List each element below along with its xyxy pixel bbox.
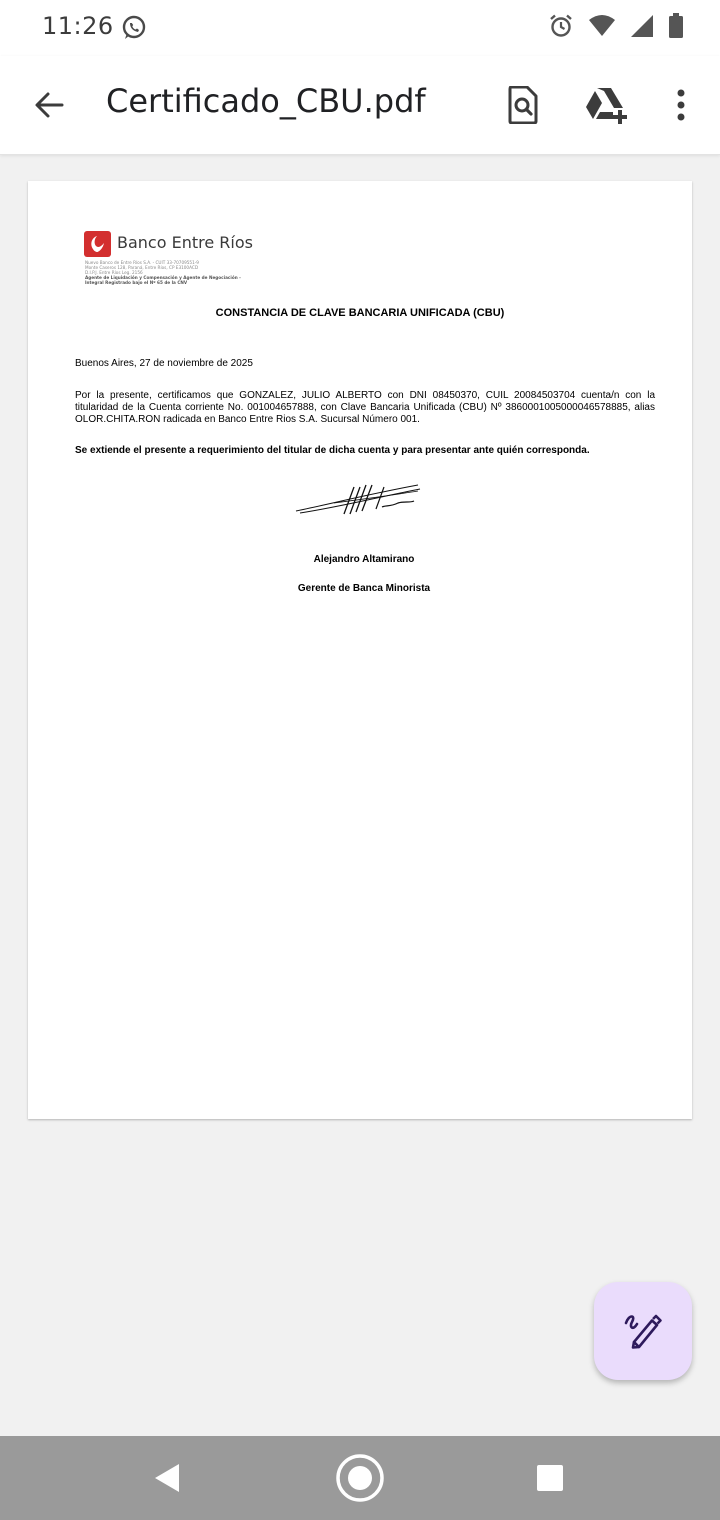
- status-bar: [0, 0, 720, 56]
- bank-legal-line: Agente de Liquidación y Compensación y Agente de Negociación -: [85, 275, 241, 280]
- find-in-page-button[interactable]: [500, 82, 546, 128]
- alarm-icon: [548, 13, 574, 43]
- document-title: Certificado_CBU.pdf: [106, 82, 426, 120]
- certificate-heading: CONSTANCIA DE CLAVE BANCARIA UNIFICADA (CBU): [215, 307, 505, 319]
- back-button[interactable]: [28, 84, 70, 126]
- status-time: 11:26: [42, 12, 114, 40]
- status-icons: [548, 14, 684, 42]
- back-arrow-icon: [33, 89, 65, 121]
- bank-name: Banco Entre Ríos: [117, 233, 253, 252]
- more-options-button[interactable]: [662, 82, 700, 128]
- bank-logo-mark: [84, 231, 111, 257]
- signer-name: Alejandro Altamirano: [313, 554, 415, 565]
- certificate-date: Buenos Aires, 27 de noviembre de 2025: [75, 358, 253, 369]
- signal-icon: [630, 14, 654, 42]
- pdf-page[interactable]: [28, 181, 692, 1119]
- app-bar: [0, 56, 720, 155]
- bank-legal-line: Integral Registrado bajo el Nº 65 de la CNV: [85, 280, 188, 285]
- nav-back-icon[interactable]: [152, 1462, 182, 1494]
- whatsapp-icon: [120, 14, 148, 42]
- certificate-purpose: Se extiende el presente a requerimiento del titular de dicha cuenta y para presentar ante quién corresponda.: [75, 445, 590, 456]
- battery-icon: [668, 13, 684, 43]
- add-to-drive-button[interactable]: [582, 82, 632, 128]
- system-navigation-bar: [0, 1436, 720, 1520]
- bank-logo: [84, 231, 264, 291]
- bank-legal-info: [85, 260, 265, 285]
- certificate-body: Por la presente, certificamos que GONZALEZ, JULIO ALBERTO con DNI 08450370, CUIL 20084503704 cuenta/n con la titularidad de la Cuenta corriente No. 001004657888, con Clave Bancaria Unificada (CBU) Nº 3860001005000046578885, alias OLOR.CHITA.RON radicada en Banco Entre Rios S.A. Sucursal Número 001.: [75, 390, 655, 425]
- nav-home-icon[interactable]: [334, 1452, 386, 1504]
- bank-legal-line: Monte Caseros 128, Paraná, Entre Ríos, CP E3100ACD: [85, 265, 199, 270]
- wifi-icon: [588, 14, 616, 42]
- add-to-drive-icon: [585, 86, 629, 124]
- edit-annotate-icon: [623, 1311, 663, 1351]
- signature-image: [294, 481, 424, 521]
- more-vert-icon: [676, 89, 686, 121]
- bank-legal-line: D.I.P.J. Entre Ríos Leg. 2156: [85, 270, 143, 275]
- signer-role: Gerente de Banca Minorista: [297, 583, 431, 594]
- find-in-page-icon: [508, 86, 538, 124]
- bank-legal-line: Nuevo Banco de Entre Ríos S.A. - CUIT 33-70709551-9: [85, 260, 199, 265]
- annotate-fab-button[interactable]: [594, 1282, 692, 1380]
- nav-recents-icon[interactable]: [536, 1464, 564, 1492]
